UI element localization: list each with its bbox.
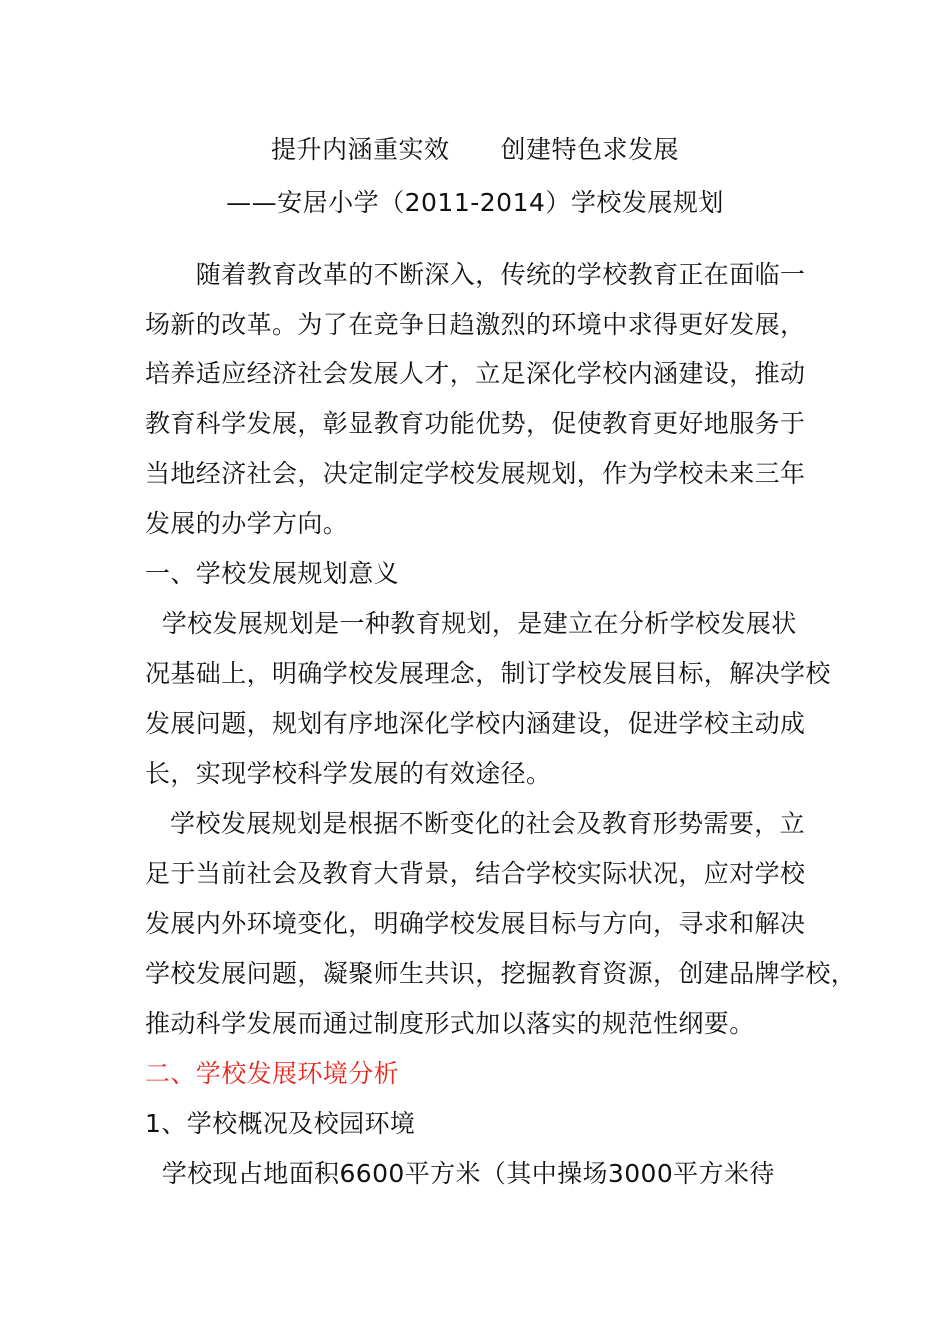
text-line: 当地经济社会，决定制定学校发展规划，作为学校未来三年 <box>145 459 806 488</box>
section-heading: 一、学校发展规划意义 <box>145 559 400 588</box>
subsection-heading: 1、学校概况及校园环境 <box>145 1109 416 1138</box>
text-line: 学校现占地面积6600平方米（其中操场3000平方米待 <box>145 1159 775 1188</box>
text-line: 场新的改革。为了在竞争日趋激烈的环境中求得更好发展， <box>145 310 806 339</box>
text-line: 学校发展规划是一种教育规划，是建立在分析学校发展状 <box>145 609 797 638</box>
text-line: 发展内外环境变化，明确学校发展目标与方向，寻求和解决 <box>145 909 806 938</box>
text-line: 培养适应经济社会发展人才，立足深化学校内涵建设，推动 <box>145 359 806 388</box>
main-title: 提升内涵重实效 创建特色求发展 <box>270 135 679 164</box>
text-line: 教育科学发展，彰显教育功能优势，促使教育更好地服务于 <box>145 409 806 438</box>
subtitle: ——安居小学（2011-2014）学校发展规划 <box>226 188 724 217</box>
text-line: 长，实现学校科学发展的有效途径。 <box>145 759 552 788</box>
text-line: 发展问题，规划有序地深化学校内涵建设，促进学校主动成 <box>145 709 806 738</box>
text-line: 推动科学发展而通过制度形式加以落实的规范性纲要。 <box>145 1009 755 1038</box>
text-line: 学校发展规划是根据不断变化的社会及教育形势需要，立 <box>145 809 806 838</box>
text-line: 学校发展问题，凝聚师生共识，挖掘教育资源，创建品牌学校， <box>145 959 857 988</box>
section-heading-highlight: 二、学校发展环境分析 <box>145 1059 400 1088</box>
text-line: 足于当前社会及教育大背景，结合学校实际状况，应对学校 <box>145 859 806 888</box>
text-line: 发展的办学方向。 <box>145 509 349 538</box>
text-line: 随着教育改革的不断深入，传统的学校教育正在面临一 <box>145 260 806 289</box>
text-line: 况基础上，明确学校发展理念，制订学校发展目标，解决学校 <box>145 659 831 688</box>
